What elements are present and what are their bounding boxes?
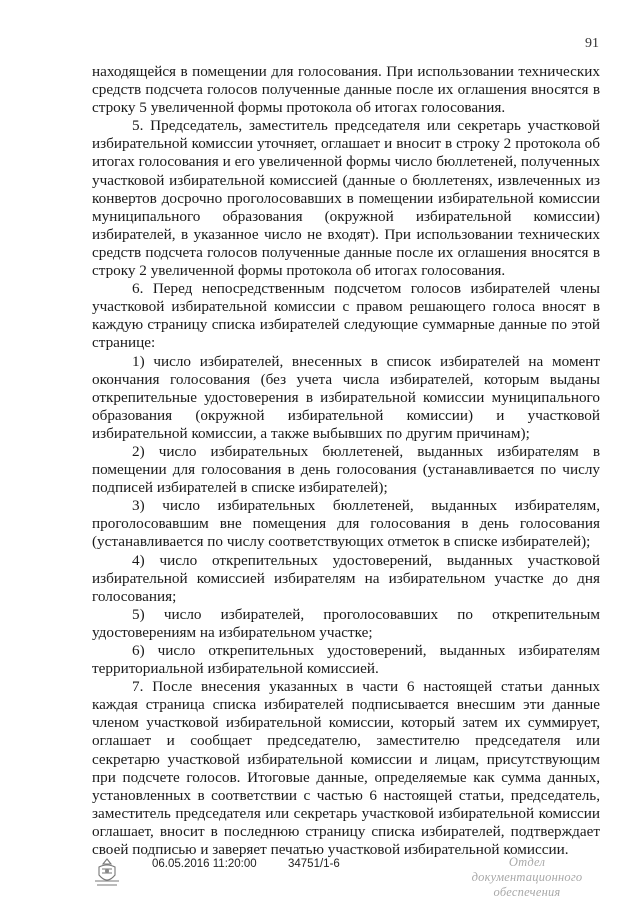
paragraph-part-6: 6. Перед непосредственным подсчетом голосов избирателей члены участковой избирательной комиссии с правом решающего голоса вносят в каждую страницу списка избирателей следующие суммарные данные по этой странице:: [92, 280, 600, 352]
footer-datetime: 06.05.2016 11:20:00: [152, 858, 257, 870]
coat-of-arms-emblem-icon: [89, 855, 125, 891]
paragraph-part-7: 7. После внесения указанных в части 6 настоящей статьи данных каждая страница списка избирателей подписывается внесшим эти данные членом участковой избирательной комиссии, который затем их суммирует, оглашает и сообщает председателю, заместителю председателя или секретарю участковой избирательной комиссии и лицам, присутствующим при подсчете голосов. Итоговые данные, определяемые как сумма данных, установленных в соответствии с частью 6 настоящей статьи, председатель, заместитель председателя или секретарь участковой избирательной комиссии оглашает, вносит в последнюю страницу списка избирателей, подтверждает своей подписью и заверяет печатью участковой избирательной комиссии.: [92, 678, 600, 859]
paragraph-part-5: 5. Председатель, заместитель председателя или секретарь участковой избирательной комиссии уточняет, оглашает и вносит в строку 2 протокола об итогах голосования и его увеличенной формы число бюллетеней, полученных участковой избирательной комиссией (данные о бюллетенях, извлеченных из конвертов досрочно проголосовавших в помещении избирательной комиссии муниципального образования (окружной избирательной комиссии) избирателей, в указанное число не входят). При использовании технических средств подсчета голосов полученные данные после их оглашения вносятся в строку 2 увеличенной формы протокола об итогах голосования.: [92, 117, 600, 280]
list-item-4: 4) число открепительных удостоверений, выданных участковой избирательной комиссией избирателям на избирательном участке до дня голосования;: [92, 551, 600, 605]
page-number: 91: [585, 36, 599, 51]
list-item-6: 6) число открепительных удостоверений, выданных избирателям территориальной избирательной комиссией.: [92, 642, 600, 678]
list-item-5: 5) число избирателей, проголосовавших по открепительным удостоверениям на избирательном участке;: [92, 605, 600, 641]
document-body: [92, 63, 600, 859]
list-item-2: 2) число избирательных бюллетеней, выданных избирателям в помещении для голосования в день голосования (устанавливается по числу подписей избирателей в списке избирателей);: [92, 442, 600, 497]
list-item-3: 3) число избирательных бюллетеней, выданных избирателям, проголосовавшим вне помещения для голосования в день голосования (устанавливается по числу соответствующих отметок в списке избирателей);: [92, 497, 600, 551]
paragraph-continuation: находящейся в помещении для голосования. При использовании технических средств подсчета голосов полученные данные после их оглашения вносятся в строку 5 увеличенной формы протокола об итогах голосования.: [92, 63, 600, 117]
department-stamp: Отдел документационного обеспечения: [471, 855, 583, 899]
footer-document-id: 34751/1-6: [288, 858, 340, 870]
list-item-1: 1) число избирателей, внесенных в список избирателей на момент окончания голосования (без учета числа избирателей, которым выданы открепительные удостоверения в избирательной комиссии муниципального образования (окружной избирательной комиссии) и участковой избирательной комиссии, а также выбывших по другим причинам);: [92, 352, 600, 442]
